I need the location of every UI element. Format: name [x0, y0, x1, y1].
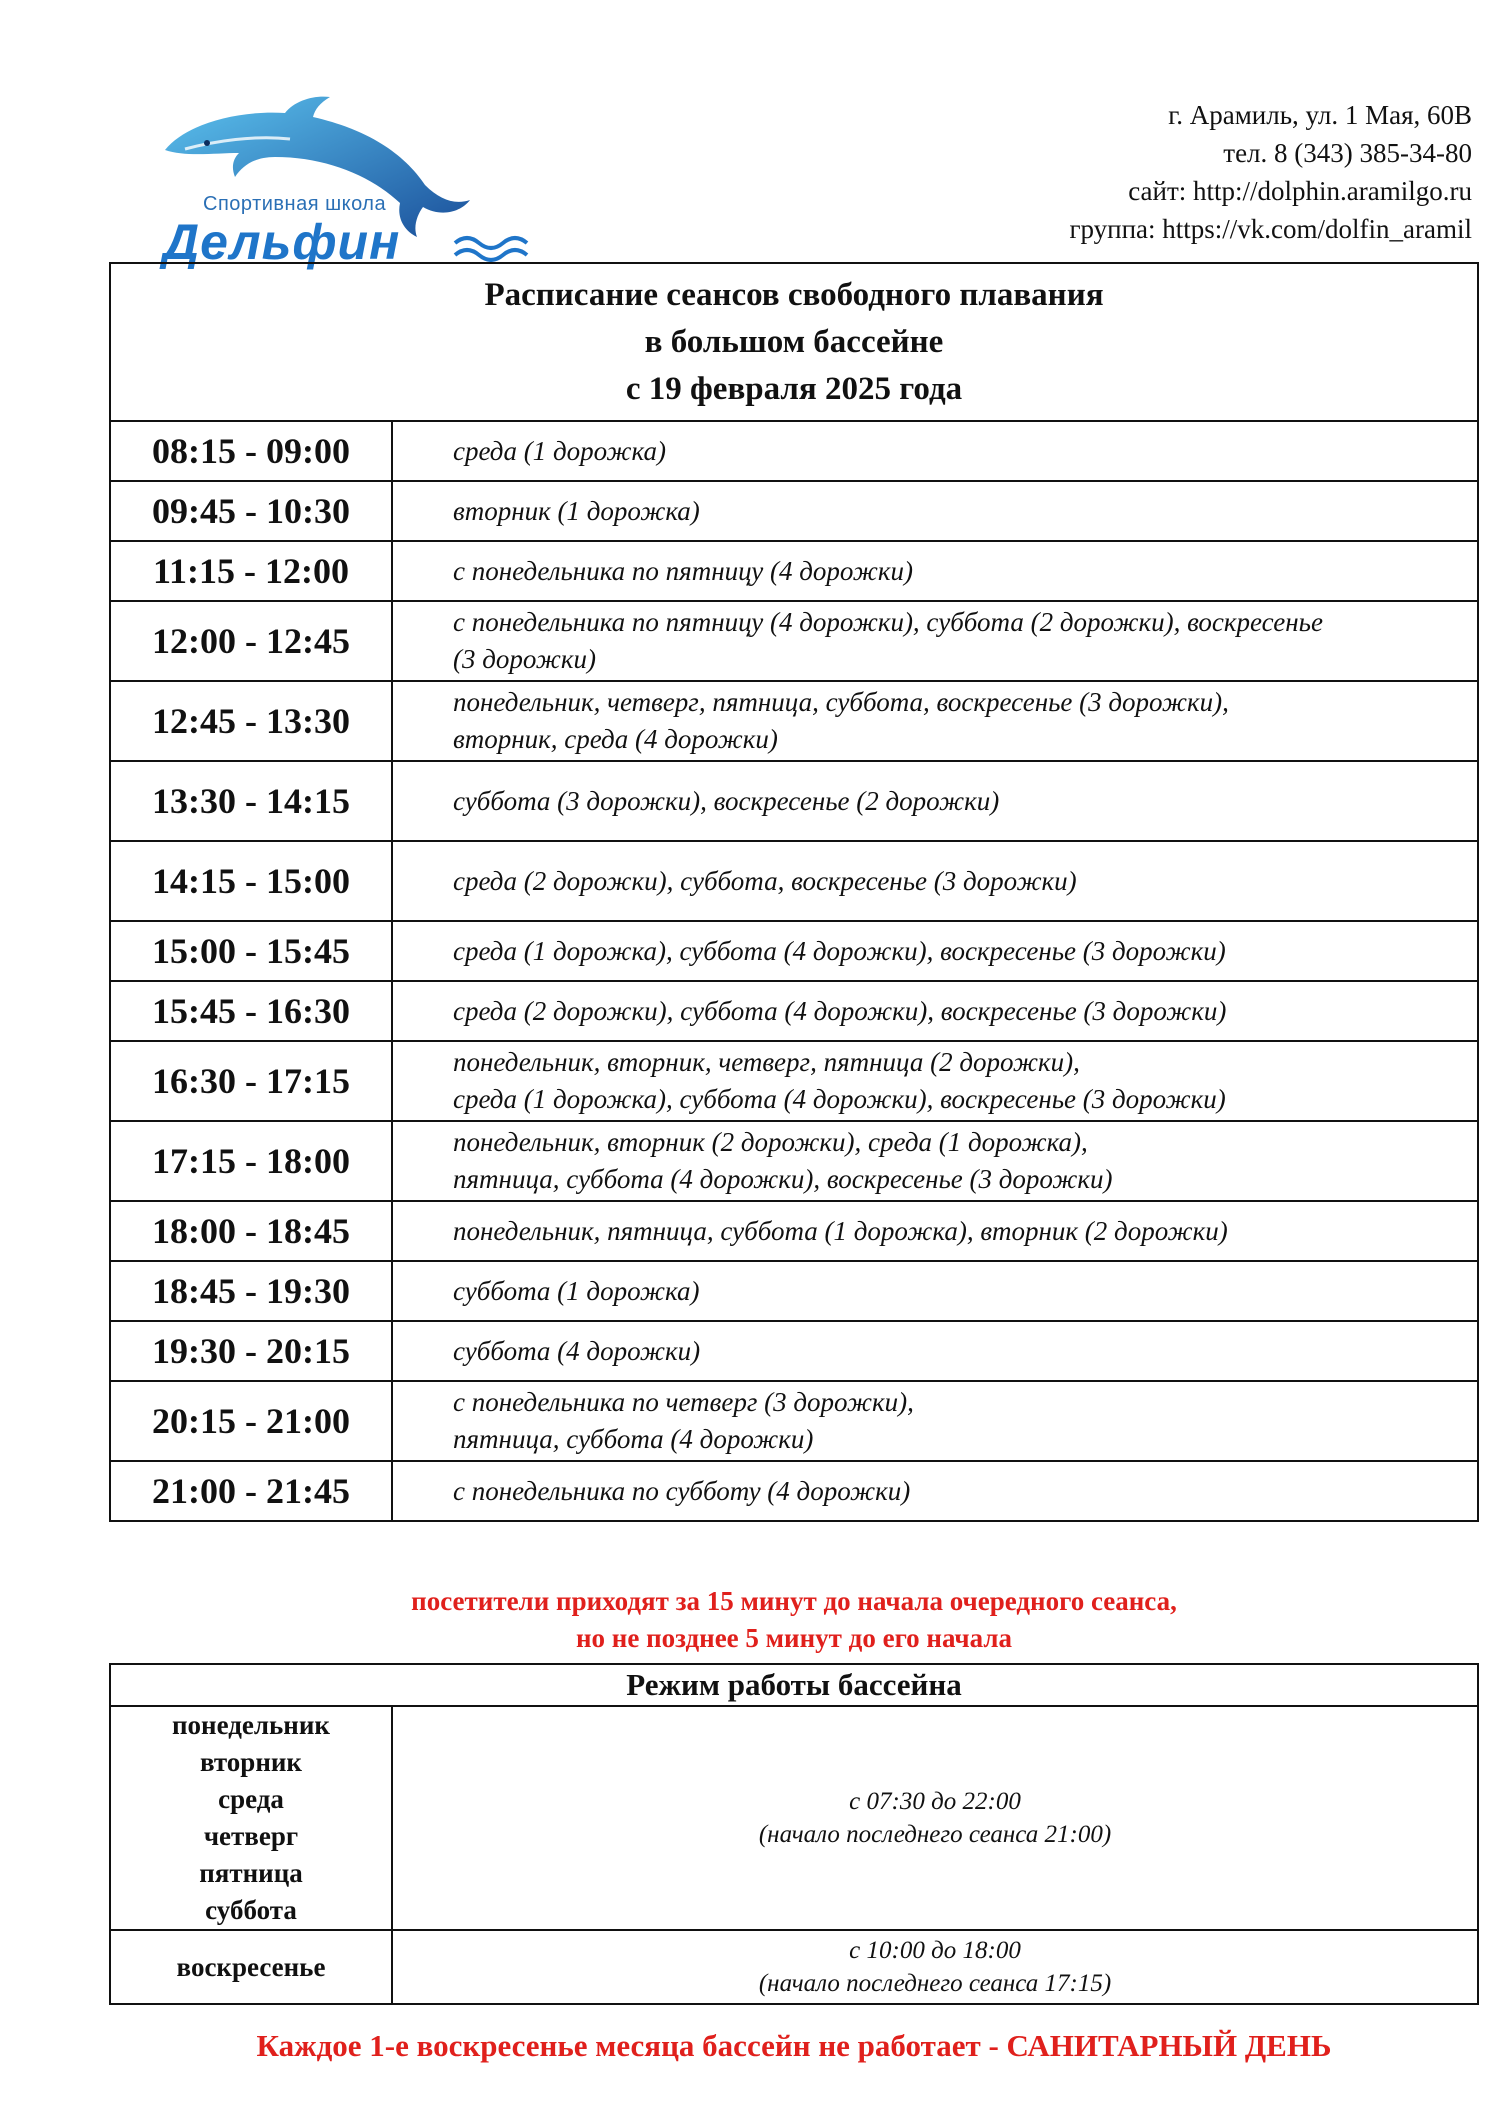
session-days-line: среда (2 дорожки), суббота (4 дорожки), воскресенье (3 дорожки): [453, 995, 1227, 1026]
contact-website[interactable]: сайт: http://dolphin.aramilgo.ru: [1128, 176, 1472, 206]
last-session-note: (начало последнего сеанса 17:15): [758, 1970, 1112, 1997]
session-days-line: вторник (1 дорожка): [453, 495, 700, 526]
session-days-line: понедельник, вторник (2 дорожки), среда (1 дорожка),: [453, 1127, 1088, 1157]
session-days: [392, 761, 1478, 841]
session-days: [392, 1121, 1478, 1201]
session-days: [392, 981, 1478, 1041]
hours-title-row: [110, 1664, 1478, 1706]
session-days: [392, 1261, 1478, 1321]
session-days: [392, 841, 1478, 921]
session-days: [392, 481, 1478, 541]
logo-school-label: Спортивная школа: [203, 193, 387, 215]
session-time: 16:30 - 17:15: [110, 1041, 392, 1121]
notice-line: но не позднее 5 минут до его начала: [575, 1623, 1013, 1653]
schedule-title-row: [110, 263, 1478, 421]
schedule-row: [110, 1381, 1478, 1461]
schedule-row: [110, 601, 1478, 681]
weekday-label: вторник: [199, 1747, 302, 1777]
schedule-row: [110, 681, 1478, 761]
logo-name: Дельфин: [163, 214, 401, 270]
session-days: [392, 1321, 1478, 1381]
hours-row: [110, 1706, 1478, 1930]
hours-range: [392, 1706, 1478, 1930]
session-days: [392, 921, 1478, 981]
session-time: 09:45 - 10:30: [110, 481, 392, 541]
schedule-row: [110, 1321, 1478, 1381]
session-time: 20:15 - 21:00: [110, 1381, 392, 1461]
session-days: [392, 1041, 1478, 1121]
session-days-line: пятница, суббота (4 дорожки): [453, 1424, 814, 1454]
session-days: [392, 541, 1478, 601]
hours-row: [110, 1930, 1478, 2004]
schedule-row: [110, 981, 1478, 1041]
session-days-line: среда (2 дорожки), суббота, воскресенье (3 дорожки): [453, 865, 1077, 896]
hours-range: [392, 1930, 1478, 2004]
schedule-row: [110, 841, 1478, 921]
weekday-label: пятница: [199, 1858, 303, 1888]
session-time: 19:30 - 20:15: [110, 1321, 392, 1381]
schedule-title: [110, 263, 1478, 421]
weekday-label: среда: [218, 1784, 284, 1814]
session-days-line: понедельник, пятница, суббота (1 дорожка), вторник (2 дорожки): [453, 1215, 1228, 1246]
schedule-title-line: Расписание сеансов свободного плавания: [484, 276, 1104, 313]
session-days: [392, 421, 1478, 481]
session-days-line: суббота (4 дорожки): [453, 1335, 701, 1366]
session-days-line: среда (1 дорожка), суббота (4 дорожки), воскресенье (3 дорожки): [453, 935, 1226, 966]
opening-hours: с 07:30 до 22:00: [849, 1788, 1021, 1815]
session-time: 14:15 - 15:00: [110, 841, 392, 921]
hours-title: Режим работы бассейна: [110, 1664, 1478, 1706]
session-time: 11:15 - 12:00: [110, 541, 392, 601]
schedule-row: [110, 921, 1478, 981]
schedule-row: [110, 1461, 1478, 1521]
session-time: 18:00 - 18:45: [110, 1201, 392, 1261]
contact-info: [1069, 96, 1472, 248]
weekday-label: четверг: [203, 1821, 299, 1851]
session-time: 15:45 - 16:30: [110, 981, 392, 1041]
session-time: 13:30 - 14:15: [110, 761, 392, 841]
session-days-line: (3 дорожки): [453, 644, 596, 674]
session-days-line: с понедельника по пятницу (4 дорожки), суббота (2 дорожки), воскресенье: [453, 607, 1323, 637]
session-time: 15:00 - 15:45: [110, 921, 392, 981]
schedule-row: [110, 1261, 1478, 1321]
arrival-notice: [109, 1583, 1479, 1657]
session-days-line: понедельник, четверг, пятница, суббота, воскресенье (3 дорожки),: [453, 687, 1229, 717]
hours-days: [110, 1930, 392, 2004]
session-days-line: с понедельника по пятницу (4 дорожки): [453, 555, 913, 586]
schedule-row: [110, 1121, 1478, 1201]
session-days-line: среда (1 дорожка), суббота (4 дорожки), воскресенье (3 дорожки): [453, 1084, 1226, 1114]
schedule-table: [109, 262, 1479, 1522]
contact-phone: тел. 8 (343) 385-34-80: [1223, 138, 1472, 168]
working-hours-table: [109, 1663, 1479, 2005]
session-days: [392, 681, 1478, 761]
session-days-line: с понедельника по субботу (4 дорожки): [453, 1475, 911, 1506]
session-days-line: среда (1 дорожка): [453, 435, 666, 466]
schedule-title-line: в большом бассейне: [644, 323, 944, 360]
session-days: [392, 1461, 1478, 1521]
session-days-line: понедельник, вторник, четверг, пятница (2 дорожки),: [453, 1047, 1080, 1077]
schedule-row: [110, 481, 1478, 541]
hours-days: [110, 1706, 392, 1930]
session-time: 12:45 - 13:30: [110, 681, 392, 761]
session-time: 18:45 - 19:30: [110, 1261, 392, 1321]
session-time: 21:00 - 21:45: [110, 1461, 392, 1521]
session-time: 12:00 - 12:45: [110, 601, 392, 681]
schedule-row: [110, 541, 1478, 601]
session-time: 08:15 - 09:00: [110, 421, 392, 481]
schedule-title-line: с 19 февраля 2025 года: [625, 370, 963, 407]
session-days-line: вторник, среда (4 дорожки): [453, 724, 778, 754]
schedule-row: [110, 421, 1478, 481]
session-days-line: пятница, суббота (4 дорожки), воскресенье (3 дорожки): [453, 1164, 1113, 1194]
school-logo: [155, 95, 550, 270]
session-days: [392, 1381, 1478, 1461]
contact-vk-group[interactable]: группа: https://vk.com/dolfin_aramil: [1069, 214, 1472, 244]
contact-address: г. Арамиль, ул. 1 Мая, 60В: [1168, 100, 1472, 130]
weekday-label: воскресенье: [176, 1951, 326, 1982]
sanitary-day-notice: Каждое 1-е воскресенье месяца бассейн не работает - САНИТАРНЫЙ ДЕНЬ: [256, 2028, 1332, 2063]
notice-line: посетители приходят за 15 минут до начала очередного сеанса,: [411, 1586, 1177, 1616]
schedule-row: [110, 761, 1478, 841]
session-days-line: суббота (3 дорожки), воскресенье (2 дорожки): [453, 785, 1000, 816]
session-time: 17:15 - 18:00: [110, 1121, 392, 1201]
weekday-label: суббота: [205, 1895, 297, 1925]
session-days: [392, 1201, 1478, 1261]
last-session-note: (начало последнего сеанса 21:00): [758, 1821, 1112, 1848]
opening-hours: с 10:00 до 18:00: [849, 1937, 1021, 1964]
session-days-line: с понедельника по четверг (3 дорожки),: [453, 1387, 914, 1417]
session-days: [392, 601, 1478, 681]
schedule-row: [110, 1041, 1478, 1121]
weekday-label: понедельник: [172, 1710, 330, 1740]
schedule-row: [110, 1201, 1478, 1261]
session-days-line: суббота (1 дорожка): [453, 1275, 700, 1306]
